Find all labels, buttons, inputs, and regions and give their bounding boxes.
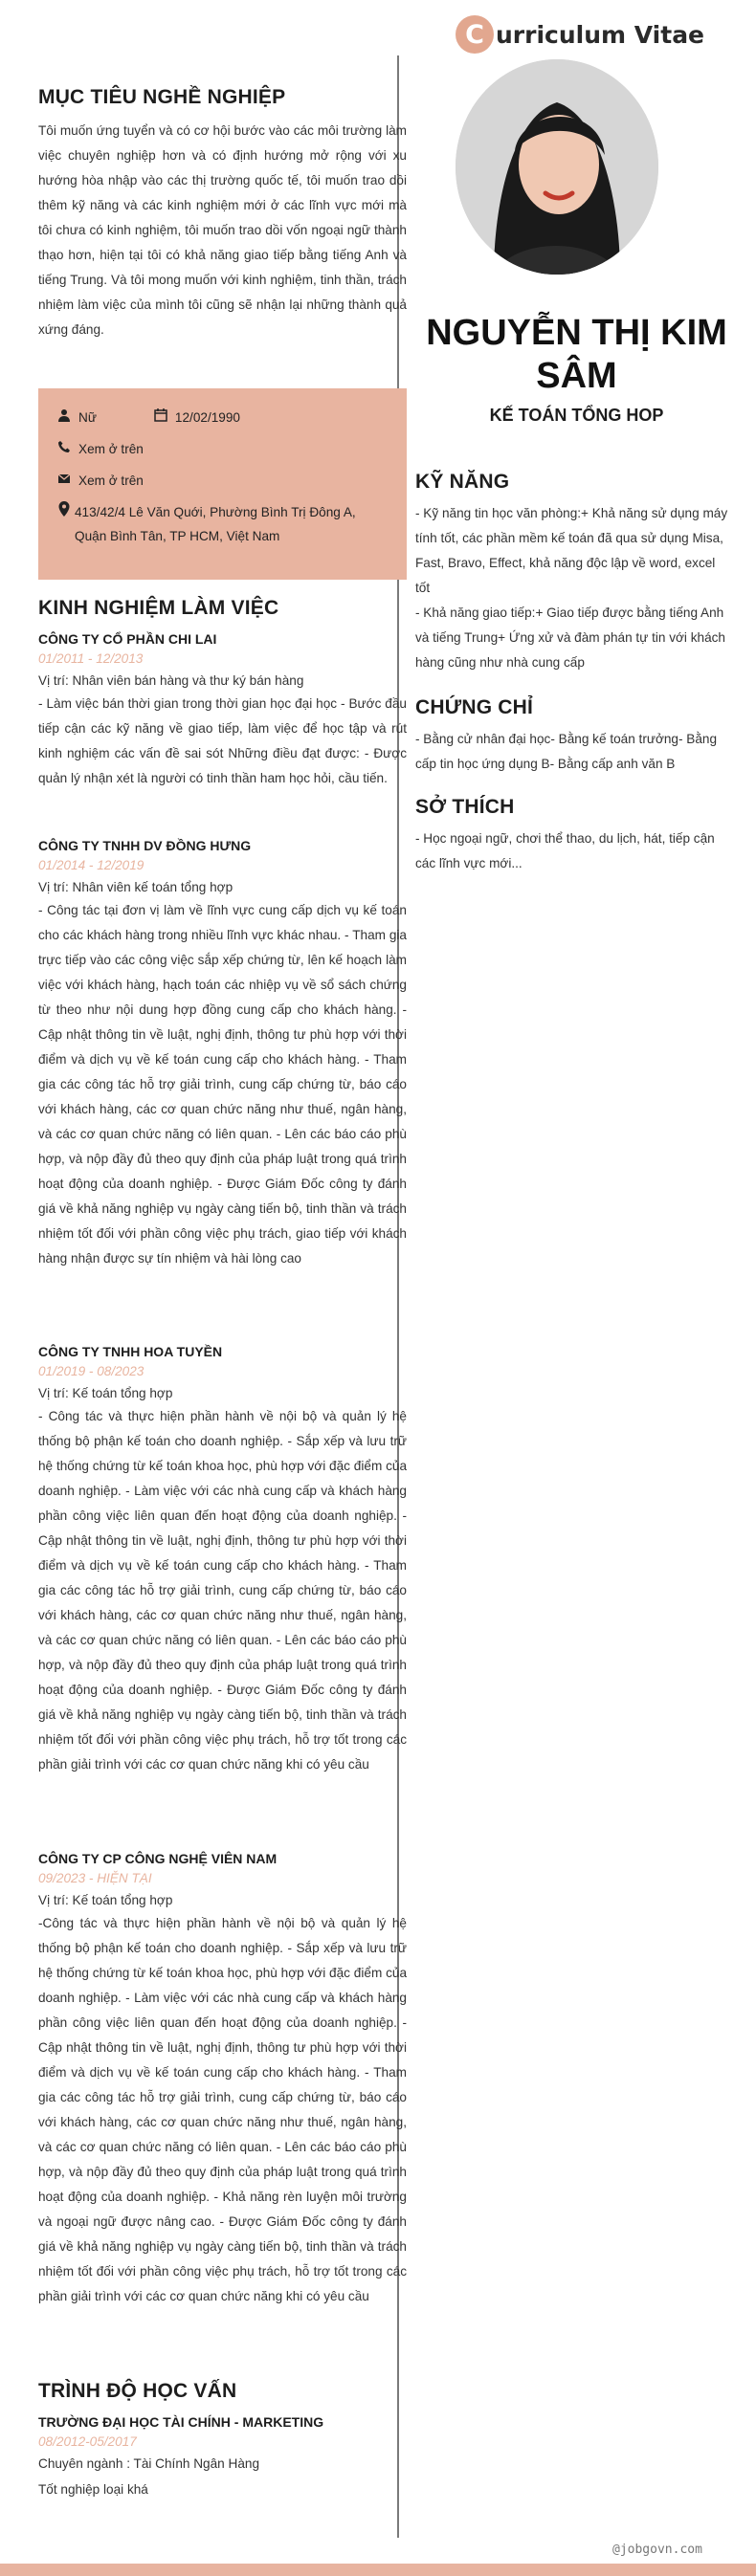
job-title: KẾ TOÁN TỔNG HOP xyxy=(489,406,664,425)
hobbies-title: SỞ THÍCH xyxy=(415,796,515,818)
profile-photo xyxy=(456,59,658,275)
brand-text: urriculum Vitae xyxy=(496,20,705,49)
calendar-icon xyxy=(154,406,171,429)
brand-logo xyxy=(456,15,704,54)
job-role: Vị trí: Kế toán tổng hợp xyxy=(38,1893,173,1907)
job-dates: 01/2019 - 08/2023 xyxy=(38,1364,145,1378)
job-dates: 01/2014 - 12/2019 xyxy=(38,858,145,872)
company-name: CÔNG TY CỔ PHẦN CHI LAI xyxy=(38,631,217,647)
job-role: Vị trí: Nhân viên kế toán tổng hợp xyxy=(38,880,233,894)
objective-text: Tôi muốn ứng tuyển và có cơ hội bước vào các môi trường làm việc chuyên nghiệp hơn và có định hướng mở rộng với xu hướng hòa nhập vào các thị trường quốc tế, tôi muốn trao dồi thêm kỹ năng và các kinh nghiệm mới ở các lĩnh vực mới mà tôi chưa có kinh nghiệm, tôi muốn trao dồi vốn ngoại ngữ thành thạo hơn, hiện tại tôi có khả năng giao tiếp bằng tiếng Anh và tiếng Trung. Và tôi mong muốn với kinh nghiệm, tinh thần, trách nhiệm làm việc của mình tôi cũng sẽ nhận lại những thành quả xứng đáng. xyxy=(38,123,407,337)
education-title: TRÌNH ĐỘ HỌC VẤN xyxy=(38,2380,237,2402)
address-row xyxy=(57,500,388,548)
job-entry xyxy=(38,631,407,791)
objective-title: MỤC TIÊU NGHỀ NGHIỆP xyxy=(38,86,286,108)
person-icon xyxy=(57,406,75,429)
education-section xyxy=(38,2380,407,2500)
experience-section xyxy=(38,597,407,620)
gender-birthdate-row xyxy=(57,406,388,429)
skills-section xyxy=(415,471,731,675)
email-row xyxy=(57,469,388,493)
job-dates: 09/2023 - HIỆN TẠI xyxy=(38,1871,152,1885)
company-name: CÔNG TY TNHH DV ĐỒNG HƯNG xyxy=(38,838,252,853)
school-name: TRƯỜNG ĐẠI HỌC TÀI CHÍNH - MARKETING xyxy=(38,2414,324,2430)
location-icon xyxy=(57,500,71,524)
phone-icon xyxy=(57,437,75,461)
phone-value: Xem ở trên xyxy=(78,442,144,456)
address-value: 413/42/4 Lê Văn Quới, Phường Bình Trị Đông A, Quận Bình Tân, TP HCM, Việt Nam xyxy=(75,505,356,543)
job-role: Vị trí: Kế toán tổng hợp xyxy=(38,1386,173,1400)
job-dates: 01/2011 - 12/2013 xyxy=(38,651,144,666)
mail-icon xyxy=(57,469,75,493)
personal-info-box xyxy=(38,388,407,580)
birthdate-value: 12/02/1990 xyxy=(174,410,240,425)
company-name: CÔNG TY TNHH HOA TUYỀN xyxy=(38,1344,223,1359)
skills-title: KỸ NĂNG xyxy=(415,471,510,493)
education-dates: 08/2012-05/2017 xyxy=(38,2434,137,2449)
hobbies-section xyxy=(415,796,731,876)
skills-text-communication: - Khả năng giao tiếp:+ Giao tiếp được bằng tiếng Anh và tiếng Trung+ Ứng xử và đàm phán tự tin với khách hàng cũng như nhà cung cấp xyxy=(415,605,725,670)
job-description: - Làm việc bán thời gian trong thời gian học đại học - Bước đầu tiếp cận các kỹ năng về giao tiếp, làm việc để học tập và rút kinh nghiệm các vấn đề sai sót Những điều đạt được: - Được quản lý nhận xét là người có tinh thần ham học hỏi, cầu tiến. xyxy=(38,696,407,785)
certificates-title: CHỨNG CHỈ xyxy=(415,696,534,718)
experience-title: KINH NGHIỆM LÀM VIỆC xyxy=(38,597,279,619)
skills-text-computer: - Kỹ năng tin học văn phòng:+ Khả năng sử dụng máy tính tốt, các phần mềm kế toán đã qua sử dụng Misa, Fast, Bravo, Effect, khả năng độc lập về word, excel tốt xyxy=(415,506,728,595)
education-major: Chuyên ngành : Tài Chính Ngân Hàng xyxy=(38,2456,260,2471)
email-value: Xem ở trên xyxy=(78,473,144,488)
bottom-accent-bar xyxy=(0,2564,756,2576)
footer-watermark: @jobgovn.com xyxy=(612,2543,702,2557)
education-grade: Tốt nghiệp loại khá xyxy=(38,2482,148,2497)
job-entry xyxy=(38,1851,407,2309)
hobbies-text: - Học ngoại ngữ, chơi thể thao, du lịch, hát, tiếp cận các lĩnh vực mới... xyxy=(415,831,715,870)
gender-cell xyxy=(57,406,97,429)
phone-row xyxy=(57,437,388,461)
job-description: - Công tác tại đơn vị làm về lĩnh vực cung cấp dịch vụ kế toán cho các khách hàng trong nhiều lĩnh vực khác nhau. - Tham gia trực tiếp vào các công việc sắp xếp chứng từ, lên kế hoạch làm việc với khách hàng, hạch toán các nhiệp vụ về sổ sách chứng từ theo như nội dung hợp đồng cung cấp cho khách hàng. - Cập nhật thông tin về luật, nghị định, thông tư phù hợp với thời điểm và dịch vụ về kế toán cung cấp cho khách hàng. - Tham gia các công tác hỗ trợ giải trình, cung cấp chứng từ, báo cáo với khách hàng, các cơ quan chức năng như thuế, ngân hàng, và các cơ quan chức năng có liên quan. - Lên các báo cáo phù hợp, và nộp đầy đủ theo quy định của pháp luật trong quá trình hoạt động của doanh nghiệp. - Được Giám Đốc công ty đánh giá về khả năng nghiệp vụ ngày càng tiến bộ, tinh thần và trách nhiệm tốt đối với phần công việc phụ trách, giao tiếp với khách hàng nhận được sự tín nhiệm và hài lòng cao xyxy=(38,903,407,1266)
full-name: NGUYỄN THỊ KIM SÂM xyxy=(426,313,727,396)
certificates-text: - Bằng cử nhân đại học- Bằng kế toán trưởng- Bằng cấp tin học ứng dụng B- Bằng cấp anh văn B xyxy=(415,732,718,771)
brand-letter: C xyxy=(456,15,494,54)
company-name: CÔNG TY CP CÔNG NGHỆ VIÊN NAM xyxy=(38,1851,278,1866)
job-entry xyxy=(38,838,407,1271)
job-entry xyxy=(38,1344,407,1777)
certificates-section xyxy=(415,696,731,777)
gender-value: Nữ xyxy=(78,410,97,425)
birthdate-cell xyxy=(154,406,240,429)
objective-section xyxy=(38,86,407,342)
job-description: -Công tác và thực hiện phần hành về nội bộ và quản lý hệ thống bộ phận kế toán cho doanh nghiệp. - Sắp xếp và lưu trữ hệ thống chứng từ kế toán khoa học, phù hợp với đặc điểm của doanh nghiệp. - Làm việc với các nhà cung cấp và khách hàng phần công việc liên quan đến hoạt động của doanh nghiệp. - Cập nhật thông tin về luật, nghị định, thông tư phù hợp với thời điểm và dịch vụ về kế toán cung cấp cho khách hàng. - Tham gia các công tác hỗ trợ giải trình, cung cấp chứng từ, báo cáo với khách hàng, các cơ quan chức năng như thuế, ngân hàng, và các cơ quan chức năng có liên quan. - Lên các báo cáo phù hợp, và nộp đầy đủ theo quy định của pháp luật trong quá trình hoạt động của doanh nghiệp. - Khả năng rèn luyện môi trường và ngoại ngữ được nâng cao. - Được Giám Đốc công ty đánh giá về khả năng nghiệp vụ ngày càng tiến bộ, tinh thần và trách nhiệm tốt đối với phần công việc phụ trách, hỗ trợ tốt trong các phần giải trình với các cơ quan chức năng khi có yêu cầu xyxy=(38,1916,407,2303)
job-role: Vị trí: Nhân viên bán hàng và thư ký bán hàng xyxy=(38,673,304,688)
job-description: - Công tác và thực hiện phần hành về nội bộ và quản lý hệ thống bộ phận kế toán cho doanh nghiệp. - Sắp xếp và lưu trữ hệ thống chứng từ kế toán khoa học, phù hợp với đặc điểm của doanh nghiệp. - Làm việc với các nhà cung cấp và khách hàng phần công việc liên quan đến hoạt động của doanh nghiệp. - Cập nhật thông tin về luật, nghị định, thông tư phù hợp với thời điểm và dịch vụ về kế toán cung cấp cho khách hàng. - Tham gia các công tác hỗ trợ giải trình, cung cấp chứng từ, báo cáo với khách hàng, các cơ quan chức năng như thuế, ngân hàng, và các cơ quan chức năng có liên quan. - Lên các báo cáo phù hợp, và nộp đầy đủ theo quy định của pháp luật trong quá trình hoạt động của doanh nghiệp. - Được Giám Đốc công ty đánh giá về khả năng nghiệp vụ ngày càng tiến bộ, tinh thần và trách nhiệm tốt đối với phần công việc phụ trách, hỗ trợ tốt trong các phần giải trình với các cơ quan chức năng khi có yêu cầu xyxy=(38,1409,407,1772)
